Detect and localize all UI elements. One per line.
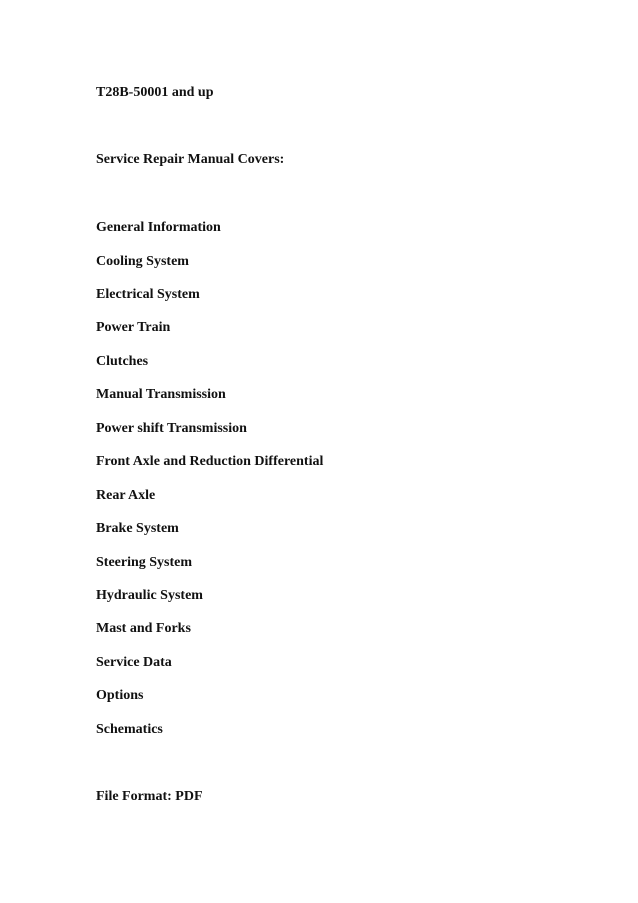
topic-item: Steering System — [96, 555, 193, 570]
topic-item: Rear Axle — [96, 488, 156, 503]
file-format: File Format: PDF — [96, 789, 203, 804]
topic-item: Clutches — [96, 354, 149, 369]
topic-item: Power Train — [96, 320, 171, 335]
topic-item: Cooling System — [96, 254, 189, 269]
topic-item: Options — [96, 688, 144, 703]
topic-item: Hydraulic System — [96, 588, 203, 603]
topic-item: Power shift Transmission — [96, 421, 247, 436]
topic-item: Service Data — [96, 655, 172, 670]
covers-heading: Service Repair Manual Covers: — [96, 152, 285, 167]
topic-item: Electrical System — [96, 287, 200, 302]
topic-item: General Information — [96, 220, 221, 235]
model-range: T28B-50001 and up — [96, 85, 214, 100]
topic-item: Schematics — [96, 722, 163, 737]
topic-item: Brake System — [96, 521, 179, 536]
topic-item: Front Axle and Reduction Differential — [96, 454, 324, 469]
topic-item: Mast and Forks — [96, 621, 191, 636]
topic-item: Manual Transmission — [96, 387, 226, 402]
